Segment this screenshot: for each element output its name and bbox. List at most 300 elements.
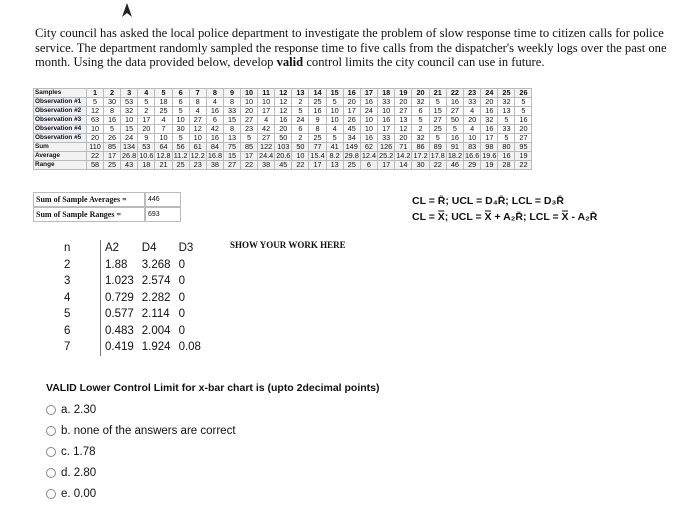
- sample-number-cell: 7: [189, 89, 206, 98]
- observation-cell: 8: [309, 125, 326, 134]
- range-row-cell: 22: [429, 161, 446, 170]
- range-row-cell: 38: [258, 161, 275, 170]
- sample-number-cell: 4: [138, 89, 155, 98]
- constants-cell: 0.419: [105, 341, 134, 354]
- observation-cell: 10: [326, 116, 343, 125]
- range-row-cell: 17: [309, 161, 326, 170]
- observation-cell: 53: [121, 98, 138, 107]
- constants-row: [60, 273, 205, 290]
- average-row-cell: 16.8: [207, 151, 223, 160]
- average-row-cell: 12.4: [361, 151, 377, 160]
- sum-row-cell: 98: [481, 143, 498, 152]
- average-row-cell: 10: [292, 152, 309, 161]
- observation-cell: 5: [429, 98, 446, 107]
- observation-cell: 5: [498, 134, 515, 143]
- observation-cell: 5: [498, 116, 515, 125]
- range-row-cell: 21: [155, 161, 172, 170]
- constants-cell: 2.282: [141, 291, 171, 304]
- range-row-cell: 25: [343, 161, 360, 170]
- observation-label: Observation #1: [34, 98, 87, 107]
- answer-option[interactable]: [46, 420, 380, 441]
- observation-cell: 10: [121, 116, 138, 125]
- constants-cell: 1.88: [105, 258, 128, 271]
- observation-cell: 10: [155, 134, 172, 143]
- sum-sample-ranges-value: 693: [145, 207, 181, 222]
- sample-number-cell: 12: [275, 89, 292, 98]
- observation-cell: 10: [189, 134, 206, 143]
- observation-cell: 2: [138, 107, 155, 116]
- observation-cell: 5: [515, 107, 532, 116]
- average-row-cell: 12.8: [156, 151, 171, 160]
- observation-cell: 30: [104, 98, 121, 107]
- observation-cell: 20: [87, 134, 104, 143]
- observation-cell: 25: [429, 125, 446, 134]
- observation-cell: 8: [189, 98, 206, 107]
- observation-cell: 9: [309, 116, 326, 125]
- sum-row-cell: 85: [104, 143, 121, 152]
- constants-header-cell: n: [60, 240, 101, 257]
- observation-cell: 16: [309, 107, 326, 116]
- observation-cell: 24: [360, 107, 377, 116]
- sample-number-cell: 15: [326, 89, 343, 98]
- observation-cell: 26: [104, 134, 121, 143]
- radio-button-icon[interactable]: [46, 489, 56, 499]
- sum-row-cell: 83: [464, 143, 481, 152]
- sample-number-cell: 24: [481, 89, 498, 98]
- sum-row-cell: 71: [395, 143, 412, 152]
- range-row-cell: 43: [121, 161, 138, 170]
- observation-cell: 20: [395, 134, 412, 143]
- sample-number-cell: 1: [87, 89, 104, 98]
- constants-cell: 7: [60, 339, 101, 356]
- constants-table: [60, 240, 205, 356]
- observation-cell: 50: [275, 134, 292, 143]
- sample-number-cell: 21: [429, 89, 446, 98]
- observation-cell: 5: [412, 116, 429, 125]
- problem-text-start: City council has asked the local police department to investigate the problem of slow response time to citizen calls for police service. The department randomly sampled the response time to five calls from the dispatcher's weekly logs over the past one month. Using the data provided below, develop: [35, 26, 667, 70]
- constants-header-row: [60, 240, 205, 257]
- range-row-cell: 46: [446, 161, 463, 170]
- observation-cell: 5: [104, 125, 121, 134]
- sample-number-cell: 5: [155, 89, 172, 98]
- mouse-cursor-icon: [120, 2, 134, 18]
- data-spreadsheet: [33, 88, 532, 170]
- observation-cell: 12: [87, 107, 104, 116]
- problem-statement: [35, 26, 675, 70]
- sample-number-cell: 23: [464, 89, 481, 98]
- sample-number-cell: 11: [258, 89, 275, 98]
- control-limit-formulas: [412, 193, 597, 225]
- constants-row: [60, 290, 205, 307]
- range-row-cell: 25: [172, 161, 189, 170]
- observation-cell: 17: [481, 134, 498, 143]
- observation-cell: 27: [241, 116, 258, 125]
- observation-cell: 33: [378, 134, 395, 143]
- range-row-cell: 25: [104, 161, 121, 170]
- observation-cell: 15: [224, 116, 241, 125]
- observation-cell: 27: [429, 116, 446, 125]
- observation-cell: 6: [412, 107, 429, 116]
- observation-cell: 25: [309, 134, 326, 143]
- answer-option[interactable]: [46, 462, 380, 483]
- observation-cell: 24: [121, 134, 138, 143]
- sum-row-cell: 122: [258, 143, 275, 152]
- answer-option[interactable]: [46, 483, 380, 504]
- observation-cell: 27: [515, 134, 532, 143]
- observation-cell: 12: [275, 107, 292, 116]
- sums-box: [33, 192, 181, 222]
- observation-cell: 2: [292, 134, 309, 143]
- range-row-cell: 22: [515, 161, 532, 170]
- observation-cell: 6: [172, 98, 189, 107]
- observation-cell: 24: [292, 116, 309, 125]
- constants-cell: 6: [60, 323, 101, 340]
- sample-number-cell: 10: [241, 89, 258, 98]
- observation-cell: 33: [464, 98, 481, 107]
- observation-cell: 26: [343, 116, 360, 125]
- observation-cell: 10: [258, 98, 275, 107]
- average-row-cell: 8.2: [326, 152, 343, 161]
- observation-cell: 5: [138, 98, 155, 107]
- average-row-cell: 14.2: [396, 151, 411, 160]
- sum-row-cell: 64: [155, 143, 172, 152]
- sum-sample-averages-value: 446: [145, 192, 181, 207]
- observation-cell: 10: [360, 116, 377, 125]
- sample-number-cell: 22: [446, 89, 463, 98]
- range-row-cell: 23: [189, 161, 206, 170]
- observation-cell: 20: [343, 98, 360, 107]
- sum-row-cell: 110: [87, 143, 104, 152]
- answer-option-label: b. none of the answers are correct: [61, 424, 236, 437]
- constants-row: [60, 306, 205, 323]
- observation-cell: 32: [498, 98, 515, 107]
- constants-cell: 4: [60, 290, 101, 307]
- constants-cell: 0: [178, 275, 185, 288]
- observation-cell: 16: [481, 125, 498, 134]
- range-row-cell: 27: [224, 161, 241, 170]
- average-row-cell: 18.2: [447, 151, 463, 160]
- radio-button-icon[interactable]: [46, 405, 56, 415]
- observation-cell: 10: [378, 107, 395, 116]
- observation-cell: 17: [343, 107, 360, 116]
- constants-cell: 0.08: [178, 341, 201, 354]
- constants-cell: 3: [60, 273, 101, 290]
- observation-cell: 20: [138, 125, 155, 134]
- observation-cell: 16: [104, 116, 121, 125]
- observation-cell: 5: [326, 134, 343, 143]
- sample-number-cell: 2: [104, 89, 121, 98]
- observation-cell: 17: [138, 116, 155, 125]
- sum-row-cell: 75: [224, 143, 241, 152]
- observation-cell: 8: [224, 98, 241, 107]
- observation-cell: 13: [224, 134, 241, 143]
- observation-cell: 45: [343, 125, 360, 134]
- observation-cell: 20: [515, 125, 532, 134]
- sum-row-cell: 86: [412, 143, 429, 152]
- sum-row-cell: 85: [241, 143, 258, 152]
- observation-cell: 20: [395, 98, 412, 107]
- observation-label: Observation #3: [34, 116, 87, 125]
- observation-cell: 5: [429, 134, 446, 143]
- observation-cell: 10: [87, 125, 104, 134]
- sample-number-cell: 17: [360, 89, 377, 98]
- constants-cell: 2: [60, 257, 101, 274]
- observation-cell: 16: [206, 134, 223, 143]
- observation-cell: 5: [326, 98, 343, 107]
- observation-cell: 16: [378, 116, 395, 125]
- answer-options: [46, 399, 380, 504]
- constants-cell: 0: [178, 258, 185, 271]
- observation-cell: 16: [446, 98, 463, 107]
- observation-cell: 12: [189, 125, 206, 134]
- observation-cell: 23: [241, 125, 258, 134]
- observation-cell: 34: [343, 134, 360, 143]
- constants-cell: 5: [60, 306, 101, 323]
- sample-number-cell: 3: [121, 89, 138, 98]
- observation-cell: 16: [446, 134, 463, 143]
- observation-cell: 50: [446, 116, 463, 125]
- observation-cell: 5: [241, 134, 258, 143]
- average-row-cell: 29.8: [344, 151, 359, 160]
- observation-cell: 63: [87, 116, 104, 125]
- observation-cell: 13: [395, 116, 412, 125]
- observation-cell: 16: [515, 116, 532, 125]
- range-row-cell: 22: [241, 161, 258, 170]
- average-row-cell: 15: [224, 152, 241, 161]
- sum-row-cell: 61: [189, 143, 206, 152]
- observation-cell: 4: [326, 125, 343, 134]
- observations-table: [33, 88, 532, 170]
- answer-option[interactable]: [46, 441, 380, 462]
- range-row-cell: 45: [275, 161, 292, 170]
- sum-row-cell: 134: [121, 143, 138, 152]
- observation-cell: 20: [241, 107, 258, 116]
- sum-row-cell: 41: [326, 143, 343, 152]
- sample-number-cell: 19: [395, 89, 412, 98]
- sample-number-cell: 18: [378, 89, 395, 98]
- average-row-cell: 17.2: [413, 151, 428, 160]
- sample-number-cell: 26: [515, 89, 532, 98]
- constants-cell: 0.577: [105, 308, 134, 321]
- observation-cell: 15: [429, 107, 446, 116]
- observation-cell: 16: [360, 98, 377, 107]
- observation-cell: 17: [378, 125, 395, 134]
- sum-row-cell: 50: [292, 143, 309, 152]
- observation-cell: 10: [241, 98, 258, 107]
- observation-cell: 5: [87, 98, 104, 107]
- sample-number-cell: 20: [412, 89, 429, 98]
- average-row-cell: 12.2: [190, 151, 205, 160]
- observation-cell: 42: [258, 125, 275, 134]
- average-row-cell: 22: [87, 152, 104, 161]
- constants-row: [60, 257, 205, 274]
- observation-cell: 33: [498, 125, 515, 134]
- observation-cell: 32: [481, 116, 498, 125]
- observation-cell: 20: [275, 125, 292, 134]
- observation-label: Observation #5: [34, 134, 87, 143]
- sample-number-cell: 9: [224, 89, 241, 98]
- range-chart-formula: CL = R̄; UCL = D₄R̄; LCL = D₃R̄: [412, 195, 564, 207]
- sum-row-cell: 126: [378, 143, 395, 152]
- average-row-cell: 16.6: [465, 151, 480, 160]
- constants-cell: 0: [178, 291, 185, 304]
- observation-cell: 25: [309, 98, 326, 107]
- observation-cell: 10: [464, 134, 481, 143]
- problem-text-emphasis: valid: [276, 55, 304, 70]
- observation-cell: 4: [464, 125, 481, 134]
- observation-cell: 5: [292, 107, 309, 116]
- constants-header-cell: A2: [105, 242, 120, 255]
- observation-cell: 18: [155, 98, 172, 107]
- average-row-cell: 20.6: [276, 151, 291, 160]
- observation-cell: 7: [155, 125, 172, 134]
- range-row-cell: 6: [360, 161, 377, 170]
- constants-row: [60, 323, 205, 340]
- range-row-cell: 19: [481, 161, 498, 170]
- sample-number-cell: 6: [172, 89, 189, 98]
- observation-cell: 32: [412, 98, 429, 107]
- average-row-cell: 17: [104, 152, 121, 161]
- answer-option-label: d. 2.80: [61, 466, 97, 479]
- average-row-cell: 25.2: [379, 151, 394, 160]
- observation-cell: 4: [258, 116, 275, 125]
- observation-cell: 5: [172, 107, 189, 116]
- constants-cell: 0.729: [105, 291, 134, 304]
- answer-option-label: c. 1.78: [61, 445, 96, 458]
- sum-row-cell: 80: [498, 143, 515, 152]
- radio-button-icon[interactable]: [46, 468, 56, 478]
- range-row-cell: 13: [326, 161, 343, 170]
- observation-cell: 6: [292, 125, 309, 134]
- range-row-cell: 29: [464, 161, 481, 170]
- constants-cell: 2.114: [141, 308, 170, 321]
- radio-button-icon[interactable]: [46, 447, 56, 457]
- control-chart-constants: [60, 240, 346, 356]
- average-row-cell: 24.4: [259, 151, 274, 160]
- sum-row-cell: 62: [360, 143, 377, 152]
- sample-number-cell: 8: [206, 89, 223, 98]
- observation-cell: 2: [292, 98, 309, 107]
- constants-cell: 1.924: [141, 341, 171, 354]
- observation-cell: 10: [326, 107, 343, 116]
- question-text: VALID Lower Control Limit for x-bar chart is (upto 2decimal points): [46, 382, 380, 394]
- average-row-cell: 17: [241, 152, 258, 161]
- sum-row-cell: 91: [446, 143, 463, 152]
- constants-cell: 0: [178, 308, 185, 321]
- sum-row-cell: 84: [206, 143, 223, 152]
- sum-sample-ranges-label: Sum of Sample Ranges =: [33, 207, 145, 222]
- observation-cell: 4: [189, 107, 206, 116]
- observation-cell: 33: [224, 107, 241, 116]
- sum-row-cell: 149: [343, 143, 360, 152]
- observation-cell: 32: [121, 107, 138, 116]
- observation-cell: 10: [360, 125, 377, 134]
- samples-header-label: Samples: [34, 89, 87, 98]
- observation-cell: 2: [412, 125, 429, 134]
- sum-row-cell: 56: [172, 143, 189, 152]
- average-row-label: Average: [34, 152, 87, 161]
- average-row-cell: 19.6: [482, 151, 497, 160]
- range-row-cell: 38: [206, 161, 223, 170]
- show-work-label: SHOW YOUR WORK HERE: [230, 240, 346, 250]
- question-block: [46, 382, 380, 504]
- observation-cell: 5: [515, 98, 532, 107]
- observation-cell: 13: [498, 107, 515, 116]
- range-row-label: Range: [34, 161, 87, 170]
- average-row-cell: 19: [515, 152, 532, 161]
- observation-cell: 12: [395, 125, 412, 134]
- observation-cell: 6: [206, 116, 223, 125]
- range-row-cell: 22: [292, 161, 309, 170]
- observation-cell: 8: [104, 107, 121, 116]
- average-row-cell: 26.8: [122, 151, 137, 160]
- range-row-cell: 18: [138, 161, 155, 170]
- sum-row-cell: 89: [429, 143, 446, 152]
- constants-header-cell: D3: [178, 242, 194, 255]
- average-row-cell: 17.8: [430, 151, 445, 160]
- sample-number-cell: 25: [498, 89, 515, 98]
- answer-option-label: a. 2.30: [61, 403, 97, 416]
- observation-cell: 5: [172, 134, 189, 143]
- observation-cell: 30: [172, 125, 189, 134]
- constants-cell: 0.483: [105, 324, 134, 337]
- average-row-cell: 16: [498, 152, 515, 161]
- answer-option-label: e. 0.00: [61, 487, 97, 500]
- observation-cell: 16: [206, 107, 223, 116]
- constants-cell: 0: [178, 324, 185, 337]
- observation-cell: 20: [464, 116, 481, 125]
- constants-cell: 2.004: [141, 324, 171, 337]
- sum-row-cell: 53: [138, 143, 155, 152]
- average-row-cell: 11.2: [173, 151, 188, 160]
- sum-row-label: Sum: [34, 143, 87, 152]
- constants-cell: 2.574: [141, 275, 171, 288]
- observation-cell: 4: [464, 107, 481, 116]
- observation-cell: 27: [258, 134, 275, 143]
- sum-row-cell: 77: [309, 143, 326, 152]
- observation-cell: 8: [224, 125, 241, 134]
- average-row-cell: 15.4: [310, 151, 325, 160]
- observation-cell: 17: [258, 107, 275, 116]
- radio-button-icon[interactable]: [46, 426, 56, 436]
- range-row-cell: 14: [395, 161, 412, 170]
- range-row-cell: 58: [87, 161, 104, 170]
- observation-cell: 9: [138, 134, 155, 143]
- observation-cell: 27: [395, 107, 412, 116]
- range-row-cell: 30: [412, 161, 429, 170]
- observation-cell: 25: [155, 107, 172, 116]
- constants-cell: 1.023: [105, 275, 134, 288]
- answer-option[interactable]: [46, 399, 380, 420]
- observation-cell: 16: [360, 134, 377, 143]
- observation-cell: 27: [189, 116, 206, 125]
- range-row: [34, 161, 532, 170]
- constants-row: [60, 339, 205, 356]
- observation-cell: 20: [481, 98, 498, 107]
- average-row-cell: 10.6: [139, 151, 154, 160]
- sum-row-cell: 103: [275, 143, 292, 152]
- observation-cell: 15: [121, 125, 138, 134]
- xbar-chart-formula: CL = X̿; UCL = X̿ + A₂R̄; LCL = X̿ - A₂R̄: [412, 211, 598, 223]
- sample-number-cell: 16: [343, 89, 360, 98]
- observation-cell: 4: [155, 116, 172, 125]
- problem-text-end: control limits the city council can use in future.: [303, 55, 545, 70]
- observation-label: Observation #2: [34, 107, 87, 116]
- observation-cell: 27: [446, 107, 463, 116]
- sum-row-cell: 95: [515, 143, 532, 152]
- observation-cell: 10: [172, 116, 189, 125]
- observation-cell: 5: [446, 125, 463, 134]
